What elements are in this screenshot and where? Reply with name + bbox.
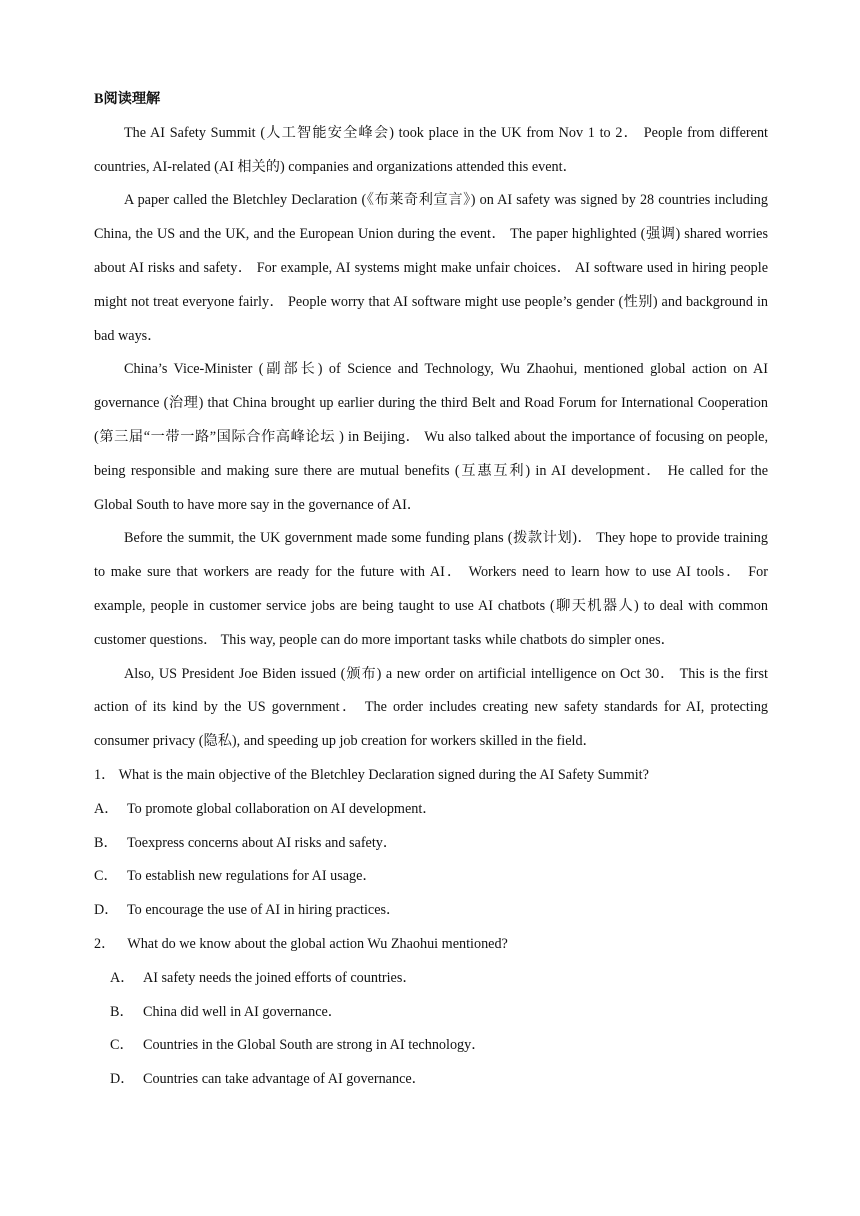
- option-b: [94, 996, 768, 1030]
- passage-paragraph-3: China’s Vice-Minister (副部长) of Science and Technology, Wu Zhaohui, mentioned global action on AI governance (治理) that China brought up earlier during the third Belt and Road Forum for International Cooperation (第三届“一带一路”国际合作高峰论坛 ) in Beijing． Wu also talked about the importance of focusing on people, being responsible and making sure there are mutual benefits (互惠互利) in AI development． He called for the Global South to have more say in the governance of AI．: [94, 361, 768, 513]
- option-letter: C．: [110, 1037, 134, 1054]
- passage-paragraph-2: A paper called the Bletchley Declaration (《布莱奇利宣言》) on AI safety was signed by 28 countries including China, the US and the UK, and the European Union during the event． The paper highlighted (强调) shared worries about AI risks and safety． For example, AI systems might make unfair choices． AI software used in hiring people might not treat everyone fairly． People worry that AI software might use people’s gender (性别) and background in bad ways．: [94, 192, 768, 344]
- option-c: [94, 1029, 768, 1063]
- option-d: [94, 1063, 768, 1097]
- option-letter: B．: [110, 1003, 134, 1020]
- question-2: [94, 928, 768, 1097]
- document-content: [94, 83, 768, 1097]
- option-a: [94, 962, 768, 996]
- option-letter: A．: [94, 800, 119, 817]
- option-text: To promote global collaboration on AI development．: [127, 800, 437, 817]
- option-letter: D．: [110, 1071, 135, 1088]
- option-text: To encourage the use of AI in hiring practices．: [127, 902, 401, 919]
- option-b: [94, 827, 768, 861]
- question-number: 2．: [94, 935, 116, 952]
- question-stem: [94, 928, 768, 962]
- option-text: China did well in AI governance．: [143, 1003, 342, 1020]
- passage-paragraph-4: Before the summit, the UK government made some funding plans (拨款计划)． They hope to provide training to make sure that workers are ready for the future with AI． Workers need to learn how to use AI tools． For example, people in customer service jobs are being taught to use AI chatbots (聊天机器人) to deal with common customer questions． This way, people can do more important tasks while chatbots do simpler ones．: [94, 530, 768, 648]
- passage-paragraph-1: The AI Safety Summit (人工智能安全峰会) took place in the UK from Nov 1 to 2． People from different countries, AI-related (AI 相关的) companies and organizations attended this event．: [94, 124, 768, 175]
- option-text: Countries in the Global South are strong in AI technology．: [143, 1037, 486, 1054]
- question-number: 1．: [94, 766, 116, 783]
- option-text: AI safety needs the joined efforts of countries．: [143, 969, 417, 986]
- option-text: Countries can take advantage of AI governance．: [143, 1071, 426, 1088]
- question-text: What is the main objective of the Bletchley Declaration signed during the AI Safety Summit?: [118, 766, 649, 783]
- option-c: [94, 860, 768, 894]
- question-text: What do we know about the global action Wu Zhaohui mentioned?: [127, 935, 508, 952]
- option-d: [94, 894, 768, 928]
- question-stem: [94, 759, 768, 793]
- option-letter: A．: [110, 969, 135, 986]
- option-text: To establish new regulations for AI usage．: [127, 868, 377, 885]
- option-letter: B．: [94, 834, 118, 851]
- passage-paragraph-5: Also, US President Joe Biden issued (颁布) a new order on artificial intelligence on Oct 30． This is the first action of its kind by the US government． The order includes creating new safety standards for AI, protecting consumer privacy (隐私), and speeding up job creation for workers skilled in the field．: [94, 665, 768, 750]
- question-1: [94, 759, 768, 928]
- option-letter: C．: [94, 868, 118, 885]
- section-title: B阅读理解: [94, 91, 161, 107]
- option-letter: D．: [94, 902, 119, 919]
- option-a: [94, 793, 768, 827]
- option-text: Toexpress concerns about AI risks and safety．: [127, 834, 398, 851]
